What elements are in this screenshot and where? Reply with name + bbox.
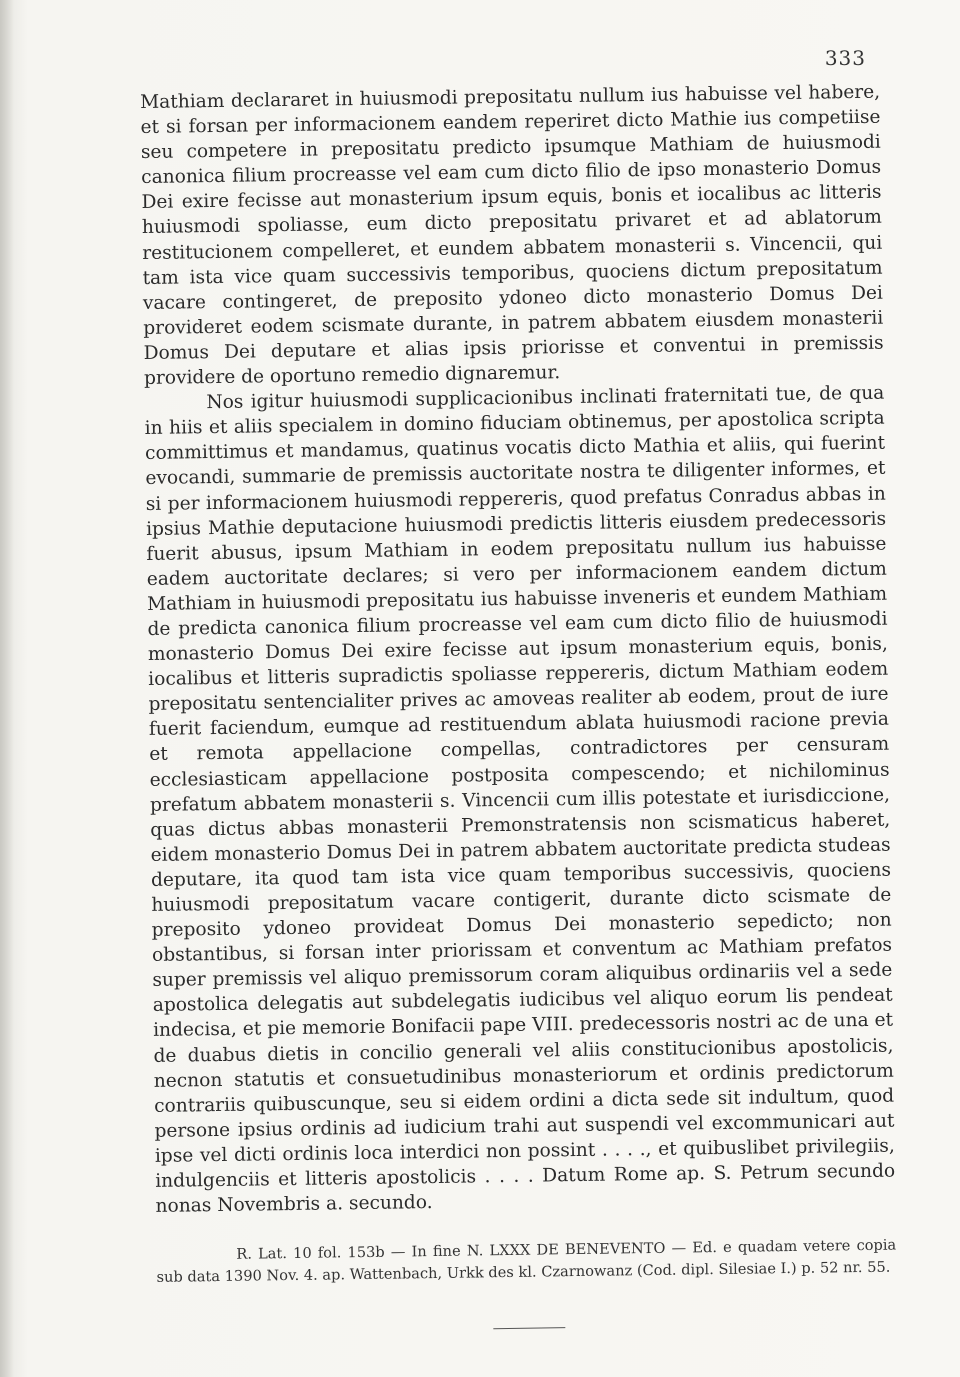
binding-shadow: [0, 0, 14, 1377]
paragraph-main: Nos igitur huiusmodi supplicacionibus inclinati fraternitati tue, de qua in hiis et aliis specialem in domino fiduciam obtinemus, per apostolica scripta committimus et mandamus, quatinus vocatis dicto Mathia et aliis, qui fuerint evocandi, summarie de premissis auctoritate nostra te diligenter informes, et si per informacionem huiusmodi reppereris, quod prefatus Conradus abbas in ipsius Mathie deputacione huiusmodi predictis litteris eiusdem predecessoris fuerit abusus, ipsum Mathiam in eodem prepositatu nullum ius habuisse eadem auctoritate declares; si vero per informacionem eandem dictum Mathiam in huiusmodi prepositatu ius habuisse inveneris et eundem Mathiam de predicta canonica filium procreasse vel eam cum dicto filio de huiusmodi monasterio Domus Dei exire fecisse aut ipsum monasterium equis, bonis, iocalibus et litteris supradictis spoliasse reppereris, dictum Mathiam eodem prepositatu sentencialiter prives ac amoveas realiter ab eodem, prout de iure fuerit faciendum, eumque ad restituendum ablata huiusmodi racione previa et remota appellacione compellas, contradictores per censuram ecclesiasticam appellacione postposita compescendo; et nichilominus prefatum abbatem monasterii s. Vincencii cum illis potestate et iurisdiccione, quas dictus abbas monasterii Premonstratensis non scismaticus haberet, eidem monasterio Domus Dei in patrem abbatem auctoritate predicta studeas deputare, ita quod tam ista vice quam temporibus successivis, quociens huiusmodi prepositatum vacare contigerit, durante dicto scismate de preposito ydoneo provideat Domus Dei monasterio sepedicto; non obstantibus, si forsan inter priorissam et conventum ac Mathiam prefatos super premissis vel aliquo premissorum coram aliquibus ordinariis vel a sede apostolica delegatis aut subdelegatis iudicibus vel aliquo eorum lis pendeat indecisa, et pie memorie Bonifacii pape VIII. predecessoris nostri ac de una et de duabus dietis in concilio generali vel aliis constitucionibus apostolicis, necnon statutis et consuetudinibus monasteriorum et ordinis predictorum contrariis quibuscunque, seu si eidem ordini a dicta sede sit indultum, quod persone ipsius ordinis ad iudicium trahi aut suspendi vel excommunicari aut ipse vel dicti ordinis loca interdici non possint . . . ., et quibuslibet privilegiis, indulgenciis et litteris apostolicis . . . . Datum Rome ap. S. Petrum secundo nonas Novembris a. secundo.: [144, 382, 896, 1218]
text-block: [140, 80, 897, 1334]
page-number: 333: [824, 46, 866, 70]
end-rule: [493, 1327, 565, 1329]
paragraph-continuation: Mathiam declararet in huiusmodi prepositatu nullum ius habuisse vel habere, et si forsan per informacionem eandem reperiret dicto Mathie ius competiise seu competere in prepositatu predicto ipsumque Mathiam de huiusmodi canonica filium procreasse vel eam cum dicto filio de ipso monasterio Domus Dei exire fecisse aut monasterium ipsum equis, bonis et iocalibus ac litteris huiusmodi spoliasse, eum dicto prepositatu privaret et ad ablatorum restitucionem compelleret, et eundem abbatem monasterii s. Vincencii, qui tam ista vice quam successivis temporibus, quociens dictum prepositatum vacare contingeret, de preposito ydoneo dicto monasterio Domus Dei provideret eodem scismate durante, in patrem abbatem eiusdem monasterii Domus Dei deputare et alias ipsis priorisse et conventui in premissis providere de oportuno remedio dignaremur.: [140, 81, 884, 390]
source-note: R. Lat. 10 fol. 153b — In fine N. LXXX DE BENEVENTO — Ed. e quadam vetere copia sub data 1390 Nov. 4. ap. Wattenbach, Urkk des kl. Czarnowanz (Cod. dipl. Silesiae I.) p. 52 nr. 55.: [156, 1236, 897, 1287]
